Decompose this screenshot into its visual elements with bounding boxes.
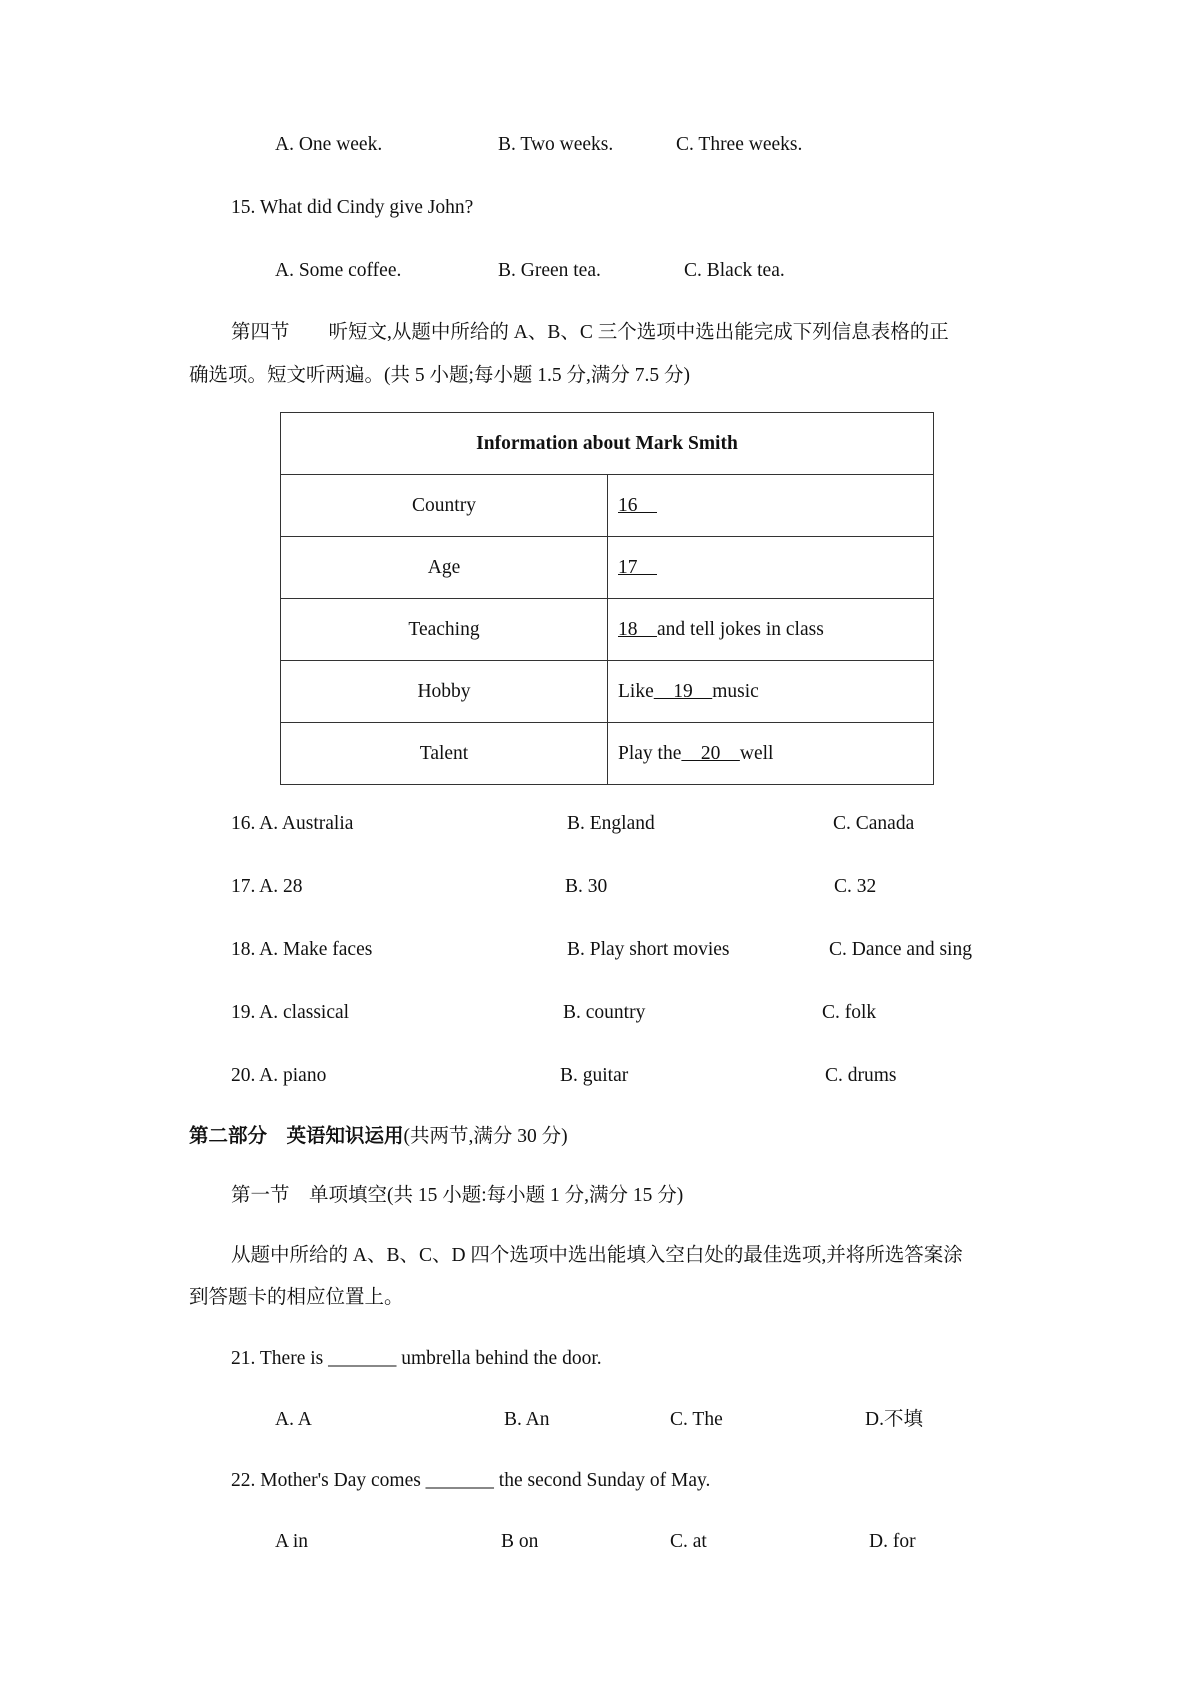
q18-option-c: C. Dance and sing (829, 939, 972, 960)
blank-19: 19 (653, 680, 713, 702)
q15-option-b: B. Green tea. (498, 260, 601, 281)
table-title: Information about Mark Smith (281, 413, 934, 475)
blank-20: 20 (681, 742, 740, 764)
q17-option-c: C. 32 (834, 876, 877, 897)
table-row (281, 475, 934, 537)
q18-option-b: B. Play short movies (567, 939, 730, 960)
q18-option-a: 18. A. Make faces (231, 939, 373, 960)
section4-instruction-line1: 第四节 听短文,从题中所给的 A、B、C 三个选项中选出能完成下列信息表格的正 (231, 322, 949, 343)
part2-heading: 第二部分 英语知识运用(共两节,满分 30 分) (189, 1126, 568, 1147)
row-key: Country (281, 475, 608, 537)
q21-option-b: B. An (504, 1409, 550, 1430)
row-value: 18 and tell jokes in class (608, 599, 934, 661)
q22-stem: 22. Mother's Day comes _______ the second Sunday of May. (231, 1470, 711, 1491)
q20-option-a: 20. A. piano (231, 1065, 327, 1086)
part2-instruction-line1: 从题中所给的 A、B、C、D 四个选项中选出能填入空白处的最佳选项,并将所选答案涂 (231, 1245, 963, 1266)
q15-stem: 15. What did Cindy give John? (231, 197, 474, 218)
q14-option-b: B. Two weeks. (498, 134, 614, 155)
row-value (608, 537, 934, 599)
q21-stem: 21. There is _______ umbrella behind the door. (231, 1348, 602, 1369)
q17-option-a: 17. A. 28 (231, 876, 303, 897)
table-row (281, 723, 934, 785)
row-key: Age (281, 537, 608, 599)
q16-option-b: B. England (567, 813, 655, 834)
table-row (281, 599, 934, 661)
q14-option-a: A. One week. (275, 134, 383, 155)
section1-heading: 第一节 单项填空(共 15 小题:每小题 1 分,满分 15 分) (231, 1185, 684, 1206)
q22-option-a: A in (275, 1531, 309, 1552)
q22-option-c: C. at (670, 1531, 707, 1552)
q22-option-b: B on (501, 1531, 539, 1552)
q21-option-c: C. The (670, 1409, 723, 1430)
q14-option-c: C. Three weeks. (676, 134, 803, 155)
row-key: Hobby (281, 661, 608, 723)
blank-16: 16 (618, 494, 657, 516)
q17-option-b: B. 30 (565, 876, 608, 897)
section4-instruction-line2: 确选项。短文听两遍。(共 5 小题;每小题 1.5 分,满分 7.5 分) (189, 365, 691, 386)
q15-option-c: C. Black tea. (684, 260, 785, 281)
blank-17: 17 (618, 556, 657, 578)
q19-option-a: 19. A. classical (231, 1002, 350, 1023)
q16-option-c: C. Canada (833, 813, 915, 834)
row-key: Talent (281, 723, 608, 785)
row-value: Play the 20 well (608, 723, 934, 785)
part2-instruction-line2: 到答题卡的相应位置上。 (189, 1287, 404, 1308)
q22-option-d: D. for (869, 1531, 916, 1552)
q20-option-c: C. drums (825, 1065, 897, 1086)
row-value (608, 475, 934, 537)
q19-option-b: B. country (563, 1002, 646, 1023)
q16-option-a: 16. A. Australia (231, 813, 354, 834)
blank-18: 18 (618, 618, 657, 640)
q21-option-d: D.不填 (865, 1409, 923, 1430)
q19-option-c: C. folk (822, 1002, 877, 1023)
q20-option-b: B. guitar (560, 1065, 629, 1086)
table-row (281, 537, 934, 599)
q15-option-a: A. Some coffee. (275, 260, 402, 281)
row-key: Teaching (281, 599, 608, 661)
row-value: Like 19 music (608, 661, 934, 723)
table-row (281, 661, 934, 723)
info-table (280, 412, 934, 785)
q21-option-a: A. A (275, 1409, 312, 1430)
